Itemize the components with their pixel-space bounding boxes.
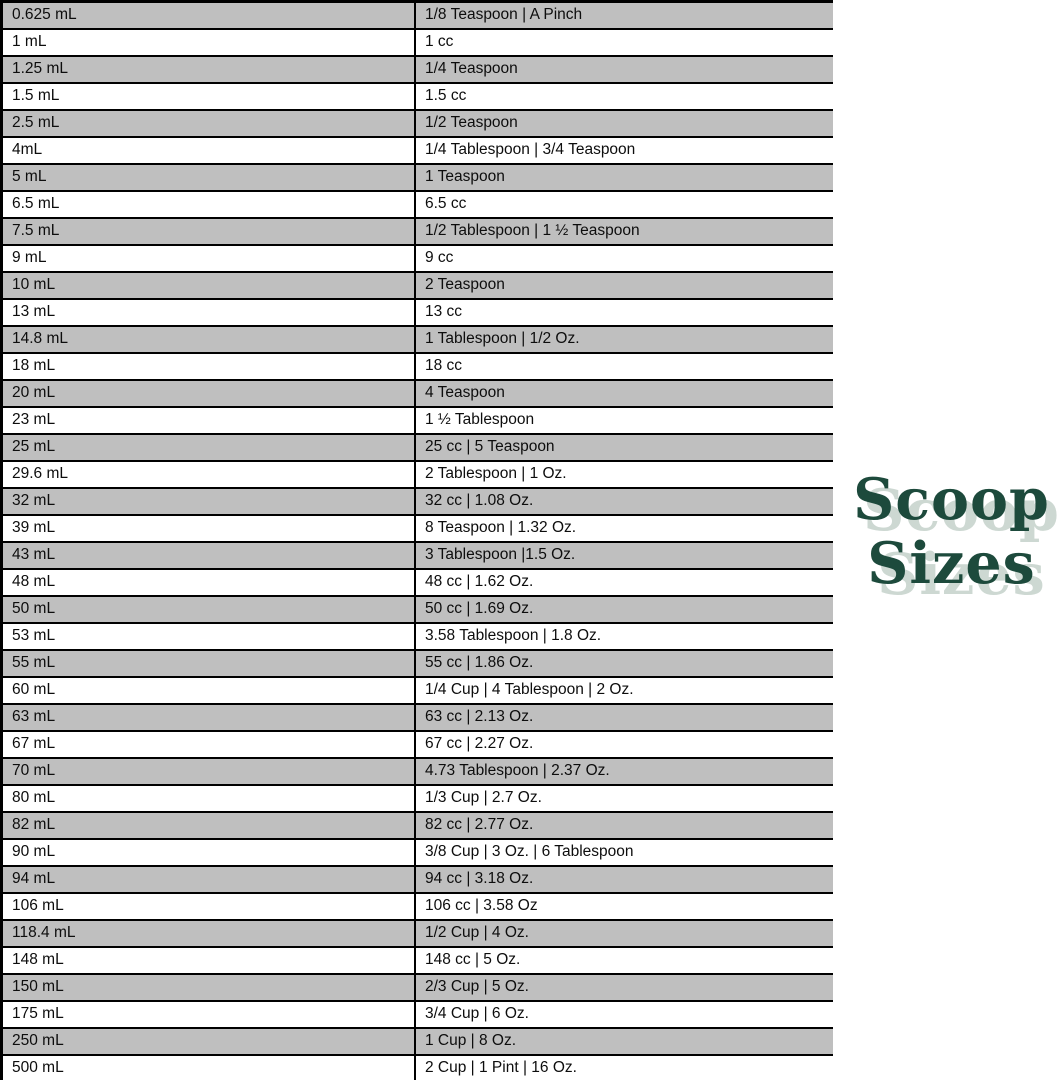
milliliter-cell: 63 mL <box>3 705 416 730</box>
milliliter-cell: 106 mL <box>3 894 416 919</box>
equivalent-cell: 2/3 Cup | 5 Oz. <box>425 978 529 995</box>
milliliter-cell: 43 mL <box>3 543 416 568</box>
equivalent-cell: 32 cc | 1.08 Oz. <box>425 492 534 509</box>
equivalent-cell: 3/8 Cup | 3 Oz. | 6 Tablespoon <box>425 843 634 860</box>
equivalent-cell: 2 Teaspoon <box>425 276 505 293</box>
equivalent-cell: 1/2 Teaspoon <box>425 114 518 131</box>
equivalent-cell: 1 cc <box>425 33 454 50</box>
milliliter-cell: 175 mL <box>3 1002 416 1027</box>
table-row <box>3 975 833 1002</box>
milliliter-cell: 14.8 mL <box>3 327 416 352</box>
table-row <box>3 300 833 327</box>
milliliter-cell: 6.5 mL <box>3 192 416 217</box>
table-row <box>3 138 833 165</box>
milliliter-cell: 13 mL <box>3 300 416 325</box>
equivalent-cell: 13 cc <box>425 303 463 320</box>
table-row <box>3 111 833 138</box>
table-row <box>3 1056 833 1080</box>
scoop-sizes-logo <box>840 468 1063 596</box>
equivalent-cell: 9 cc <box>425 249 454 266</box>
table-row <box>3 624 833 651</box>
equivalent-cell: 2 Tablespoon | 1 Oz. <box>425 465 567 482</box>
equivalent-cell: 3 Tablespoon |1.5 Oz. <box>425 546 576 563</box>
table-row <box>3 354 833 381</box>
milliliter-cell: 250 mL <box>3 1029 416 1054</box>
milliliter-cell: 82 mL <box>3 813 416 838</box>
milliliter-cell: 70 mL <box>3 759 416 784</box>
equivalent-cell: 1/4 Cup | 4 Tablespoon | 2 Oz. <box>425 681 634 698</box>
milliliter-cell: 39 mL <box>3 516 416 541</box>
equivalent-cell: 1 Cup | 8 Oz. <box>425 1032 517 1049</box>
table-row <box>3 489 833 516</box>
milliliter-cell: 2.5 mL <box>3 111 416 136</box>
table-row <box>3 3 833 30</box>
table-row <box>3 570 833 597</box>
milliliter-cell: 1.5 mL <box>3 84 416 109</box>
equivalent-cell: 2 Cup | 1 Pint | 16 Oz. <box>425 1059 577 1076</box>
table-row <box>3 84 833 111</box>
table-row <box>3 921 833 948</box>
table-row <box>3 381 833 408</box>
table-row <box>3 1002 833 1029</box>
table-row <box>3 705 833 732</box>
table-row <box>3 651 833 678</box>
milliliter-cell: 53 mL <box>3 624 416 649</box>
milliliter-cell: 5 mL <box>3 165 416 190</box>
equivalent-cell: 1/8 Teaspoon | A Pinch <box>425 6 583 23</box>
equivalent-cell: 82 cc | 2.77 Oz. <box>425 816 534 833</box>
equivalent-cell: 63 cc | 2.13 Oz. <box>425 708 534 725</box>
milliliter-cell: 7.5 mL <box>3 219 416 244</box>
table-row <box>3 543 833 570</box>
table-row <box>3 516 833 543</box>
equivalent-cell: 106 cc | 3.58 Oz <box>425 897 538 914</box>
table-row <box>3 786 833 813</box>
milliliter-cell: 18 mL <box>3 354 416 379</box>
table-row <box>3 57 833 84</box>
equivalent-cell: 8 Teaspoon | 1.32 Oz. <box>425 519 577 536</box>
equivalent-cell: 1/4 Teaspoon <box>425 60 518 77</box>
equivalent-cell: 3/4 Cup | 6 Oz. <box>425 1005 529 1022</box>
milliliter-cell: 50 mL <box>3 597 416 622</box>
table-row <box>3 192 833 219</box>
equivalent-cell: 94 cc | 3.18 Oz. <box>425 870 534 887</box>
milliliter-cell: 29.6 mL <box>3 462 416 487</box>
equivalent-cell: 148 cc | 5 Oz. <box>425 951 521 968</box>
milliliter-cell: 48 mL <box>3 570 416 595</box>
milliliter-cell: 67 mL <box>3 732 416 757</box>
milliliter-cell: 10 mL <box>3 273 416 298</box>
equivalent-cell: 3.58 Tablespoon | 1.8 Oz. <box>425 627 602 644</box>
milliliter-cell: 150 mL <box>3 975 416 1000</box>
table-row <box>3 813 833 840</box>
milliliter-cell: 90 mL <box>3 840 416 865</box>
equivalent-cell: 1 Tablespoon | 1/2 Oz. <box>425 330 580 347</box>
table-row <box>3 246 833 273</box>
equivalent-cell: 1 Teaspoon <box>425 168 505 185</box>
table-row <box>3 678 833 705</box>
milliliter-cell: 1.25 mL <box>3 57 416 82</box>
table-row <box>3 408 833 435</box>
milliliter-cell: 80 mL <box>3 786 416 811</box>
milliliter-cell: 118.4 mL <box>3 921 416 946</box>
milliliter-cell: 20 mL <box>3 381 416 406</box>
equivalent-cell: 1/3 Cup | 2.7 Oz. <box>425 789 542 806</box>
milliliter-cell: 1 mL <box>3 30 416 55</box>
table-row <box>3 165 833 192</box>
table-row <box>3 327 833 354</box>
milliliter-cell: 9 mL <box>3 246 416 271</box>
milliliter-cell: 25 mL <box>3 435 416 460</box>
table-row <box>3 867 833 894</box>
milliliter-cell: 60 mL <box>3 678 416 703</box>
equivalent-cell: 4 Teaspoon <box>425 384 505 401</box>
table-row <box>3 273 833 300</box>
equivalent-cell: 48 cc | 1.62 Oz. <box>425 573 534 590</box>
logo-line-scoop: Scoop <box>853 466 1050 533</box>
equivalent-cell: 55 cc | 1.86 Oz. <box>425 654 534 671</box>
logo-line-sizes: Sizes <box>867 530 1036 597</box>
equivalent-cell: 50 cc | 1.69 Oz. <box>425 600 534 617</box>
table-row <box>3 597 833 624</box>
equivalent-cell: 4.73 Tablespoon | 2.37 Oz. <box>425 762 610 779</box>
milliliter-cell: 500 mL <box>3 1056 416 1080</box>
milliliter-cell: 4mL <box>3 138 416 163</box>
milliliter-cell: 94 mL <box>3 867 416 892</box>
table-row <box>3 30 833 57</box>
equivalent-cell: 1 ½ Tablespoon <box>425 411 535 428</box>
equivalent-cell: 25 cc | 5 Teaspoon <box>425 438 555 455</box>
table-row <box>3 219 833 246</box>
equivalent-cell: 6.5 cc <box>425 195 467 212</box>
equivalent-cell: 67 cc | 2.27 Oz. <box>425 735 534 752</box>
equivalent-cell: 18 cc <box>425 357 463 374</box>
milliliter-cell: 148 mL <box>3 948 416 973</box>
table-row <box>3 435 833 462</box>
equivalent-cell: 1/2 Tablespoon | 1 ½ Teaspoon <box>425 222 640 239</box>
milliliter-cell: 0.625 mL <box>3 3 416 28</box>
table-row <box>3 894 833 921</box>
milliliter-cell: 32 mL <box>3 489 416 514</box>
milliliter-cell: 23 mL <box>3 408 416 433</box>
equivalent-cell: 1/4 Tablespoon | 3/4 Teaspoon <box>425 141 636 158</box>
table-row <box>3 1029 833 1056</box>
table-row <box>3 759 833 786</box>
milliliter-cell: 55 mL <box>3 651 416 676</box>
equivalent-cell: 1/2 Cup | 4 Oz. <box>425 924 529 941</box>
equivalent-cell: 1.5 cc <box>425 87 467 104</box>
table-row <box>3 840 833 867</box>
table-row <box>3 732 833 759</box>
table-row <box>3 948 833 975</box>
table-row <box>3 462 833 489</box>
